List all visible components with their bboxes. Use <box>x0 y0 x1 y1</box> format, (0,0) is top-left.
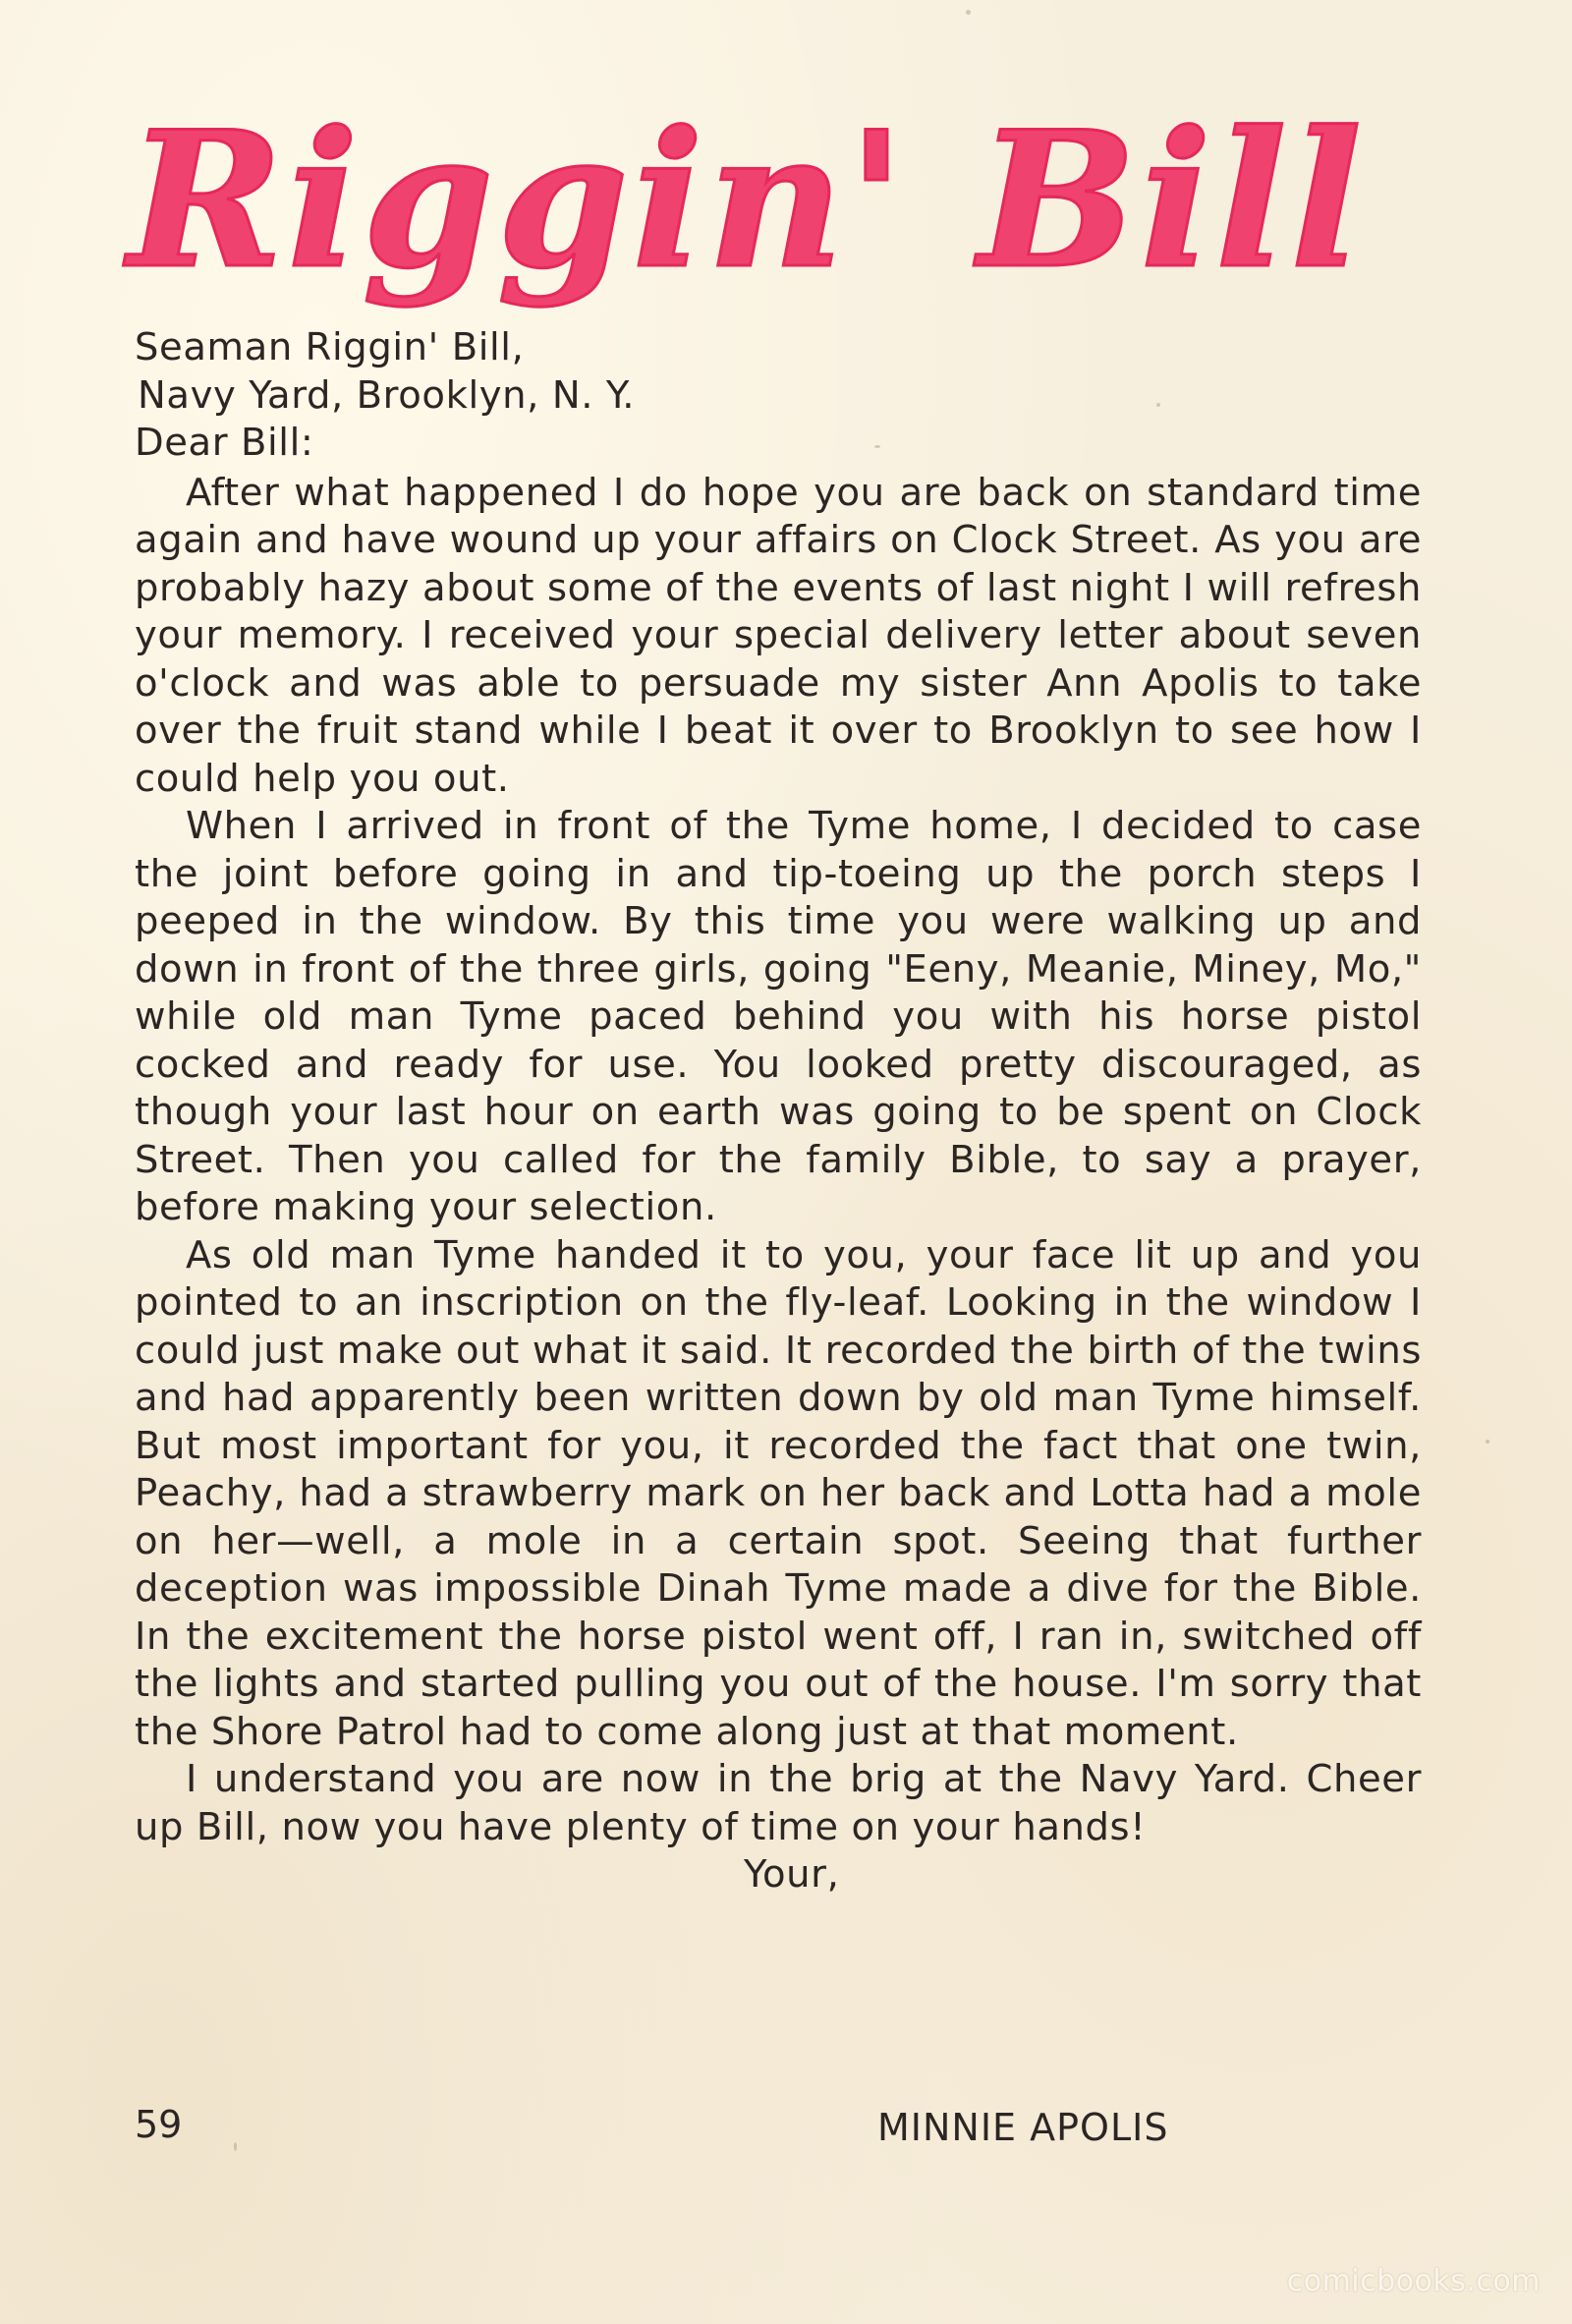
letter-paragraph-3: As old man Tyme handed it to you, your face lit up and you pointed to an inscription on the fly-leaf. Looking in the window I could just make out what it said. It recorded the birth of the twins and had apparently been written down by old man Tyme himself. But most important for you, it recorded the fact that one twin, Peachy, had a strawberry mark on her back and Lotta had a mole on her—well, a mole in a certain spot. Seeing that further deception was impossible Dinah Tyme made a dive for the Bible. In the excitement the horse pistol went off, I ran in, switched off the lights and started pulling you out of the house. I'm sorry that the Shore Patrol had to come along just at that moment. <box>135 1232 1422 1754</box>
page-title: Riggin' Bill <box>122 90 1366 310</box>
page-title-logo <box>108 90 1385 310</box>
salutation: Dear Bill: <box>135 421 314 465</box>
watermark: comicbooks.com <box>1286 2264 1541 2298</box>
address-line-2: Navy Yard, Brooklyn, N. Y. <box>138 372 636 418</box>
address-line-1: Seaman Riggin' Bill, <box>135 325 525 369</box>
paper-speck <box>234 2142 237 2151</box>
page-number: 59 <box>135 2103 183 2146</box>
paper-speck <box>1156 403 1160 407</box>
letter-paragraph-4: I understand you are now in the brig at the Navy Yard. Cheer up Bill, now you have plenty of time on your hands! <box>135 1757 1422 1849</box>
paper-speck <box>966 10 971 15</box>
signature: MINNIE APOLIS <box>877 2106 1169 2149</box>
closing: Your, <box>744 1852 840 1897</box>
title-svg <box>108 90 1385 310</box>
letter-paragraph-1: After what happened I do hope you are back on standard time again and have wound up your affairs on Clock Street. As you are probably hazy about some of the events of last night I will refresh your memory. I received your special delivery letter about seven o'clock and was able to persuade my sister Ann Apolis to take over the fruit stand while I beat it over to Brooklyn to see how I could help you out. <box>135 470 1422 801</box>
paper-speck <box>1486 1440 1489 1444</box>
letter-paragraph-2: When I arrived in front of the Tyme home, I decided to case the joint before going in and tip-toeing up the porch steps I peeped in the window. By this time you were walking up and down in front of the three girls, going "Eeny, Meanie, Miney, Mo," while old man Tyme paced behind you with his horse pistol cocked and ready for use. You looked pretty discouraged, as though your last hour on earth was going to be spent on Clock Street. Then you called for the family Bible, to say a prayer, before making your selection. <box>135 804 1422 1229</box>
letter-body <box>135 324 1422 1899</box>
paper-speck <box>874 445 880 448</box>
